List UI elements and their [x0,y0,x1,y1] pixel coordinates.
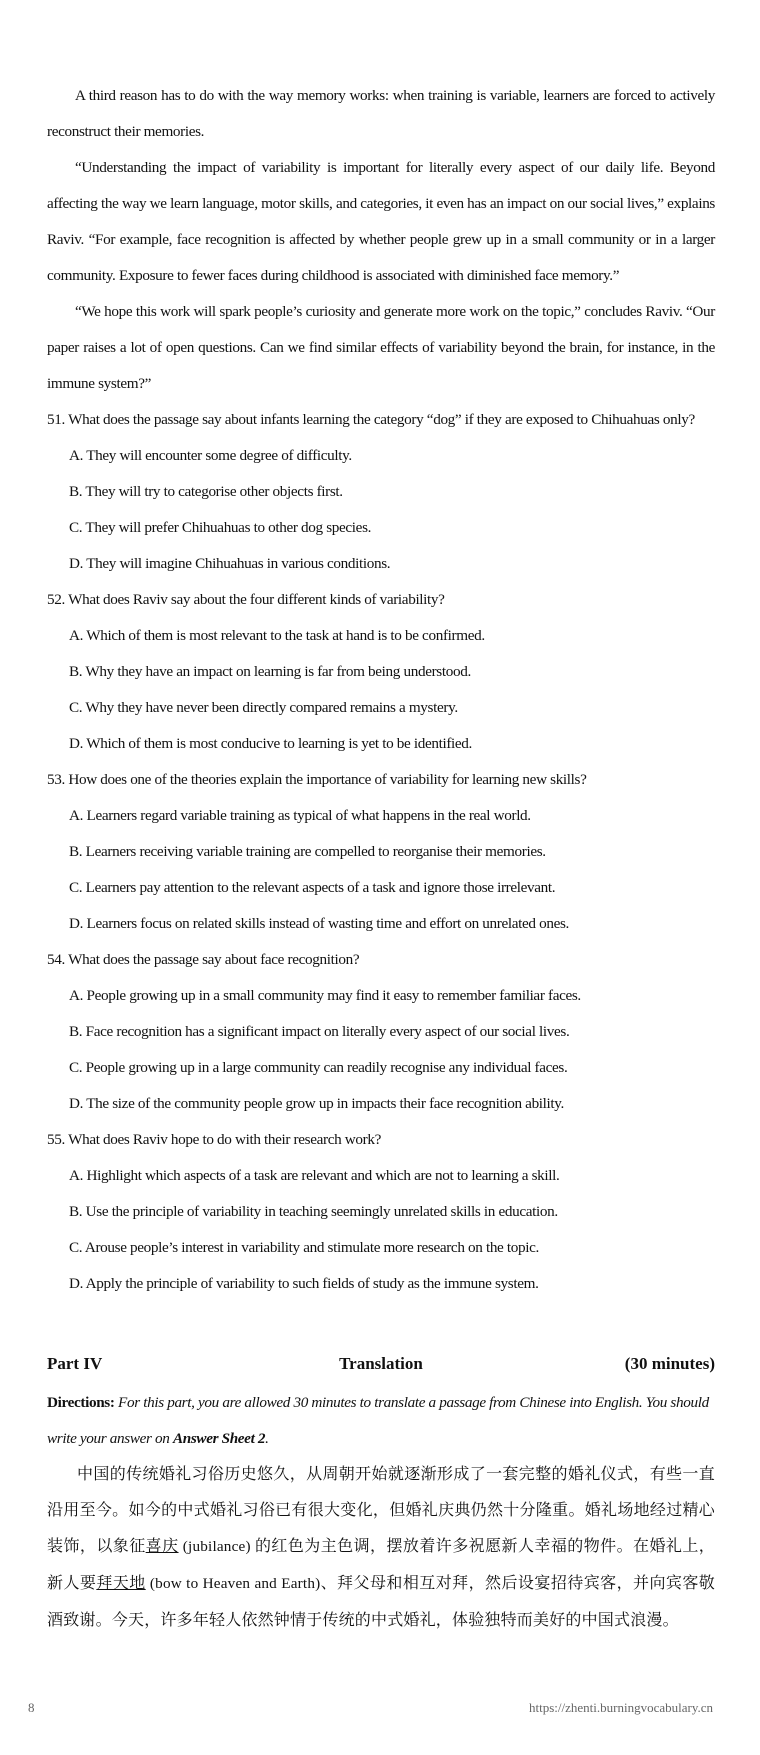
part-time: (30 minutes) [624,1354,715,1373]
answer-option: D. Which of them is most conducive to learning is yet to be identified. [69,735,472,752]
gloss: (bow to Heaven and Earth) [145,1575,321,1592]
answer-option: C. They will prefer Chihuahuas to other dog species. [69,519,372,536]
question-stem: 54. What does the passage say about face recognition? [47,951,360,968]
question-stem: 55. What does Raviv hope to do with their research work? [47,1131,381,1148]
gloss: (jubilance) [178,1538,255,1555]
translation-text: 、拜父母和相互对拜，然后设宴招待宾客，并向宾客敬酒致谢。今天，许多年轻人依然钟情于传统的中式婚礼，体验独特而美好的中国式浪漫。 [47,1573,716,1629]
question-51 [47,402,715,582]
part-label: Part IV [47,1354,103,1373]
answer-option: A. People growing up in a small community may find it easy to remember familiar faces. [69,987,581,1004]
translation-text: 中国的传统婚礼习俗历史悠久，从周朝开始就逐渐形成了一套完整的婚礼仪式，有些一直沿用至今。如今的中式婚礼习俗已有很大变化，但婚礼庆典仍然十分隆重。婚礼场地经过精心装饰，以象征 [47,1464,715,1555]
passage-paragraph: “Understanding the impact of variability is important for literally every aspect of our daily life. Beyond affecting the way we learn language, motor skills, and categories, it even has an impact on our social lives,” explains Raviv. “For example, face recognition is affected by whether people grew up in a small community or in a larger community. Exposure to fewer faces during childhood is associated with diminished face memory.” [47,159,715,284]
answer-option: B. Why they have an impact on learning is far from being understood. [69,663,471,680]
answer-option: A. They will encounter some degree of difficulty. [69,447,352,464]
directions-end: . [265,1430,269,1447]
translation-text: 的红色为主色调，摆放着许多祝愿新人幸福的物件。在婚礼上，新人要 [47,1536,716,1592]
question-stem: 52. What does Raviv say about the four different kinds of variability? [47,591,445,608]
question-stem: 51. What does the passage say about infants learning the category “dog” if they are exposed to Chihuahuas only? [47,411,695,428]
footer-url[interactable]: https://zhenti.burningvocabulary.cn [529,1700,713,1715]
question-53 [47,762,715,942]
passage-paragraph: A third reason has to do with the way memory works: when training is variable, learners are forced to actively reconstruct their memories. [47,87,715,140]
directions-label: Directions: [47,1394,115,1411]
answer-option: C. Why they have never been directly compared remains a mystery. [69,699,458,716]
page-number: 8 [28,1700,35,1715]
answer-option: D. The size of the community people grow up in impacts their face recognition ability. [69,1095,564,1112]
answer-option: C. Arouse people’s interest in variability and stimulate more research on the topic. [69,1239,539,1256]
underlined-term: 喜庆 [145,1536,179,1555]
answer-option: A. Which of them is most relevant to the task at hand is to be confirmed. [69,627,485,644]
question-55 [47,1122,715,1302]
answer-option: B. Face recognition has a significant impact on literally every aspect of our social lives. [69,1023,570,1040]
answer-option: D. Learners focus on related skills instead of wasting time and effort on unrelated ones. [69,915,569,932]
passage-paragraph: “We hope this work will spark people’s curiosity and generate more work on the topic,” concludes Raviv. “Our paper raises a lot of open questions. Can we find similar effects of variability beyond the brain, for instance, in the immune system?” [47,303,715,392]
answer-option: B. Use the principle of variability in teaching seemingly unrelated skills in education. [69,1203,558,1220]
underlined-term: 拜天地 [96,1573,146,1592]
translation-passage [47,1456,715,1638]
part-header [47,1349,715,1379]
answer-option: A. Learners regard variable training as typical of what happens in the real world. [69,807,531,824]
directions-text: For this part, you are allowed 30 minutes to translate a passage from Chinese into English. You should write your answer on [47,1394,709,1447]
question-52 [47,582,715,762]
directions [47,1385,715,1457]
answer-option: D. They will imagine Chihuahuas in various conditions. [69,555,391,572]
reading-section [47,78,715,1302]
answer-option: C. People growing up in a large community can readily recognise any individual faces. [69,1059,568,1076]
question-stem: 53. How does one of the theories explain the importance of variability for learning new skills? [47,771,587,788]
answer-option: B. Learners receiving variable training are compelled to reorganise their memories. [69,843,546,860]
question-54 [47,942,715,1122]
answer-option: B. They will try to categorise other objects first. [69,483,343,500]
answer-option: C. Learners pay attention to the relevant aspects of a task and ignore those irrelevant. [69,879,556,896]
part-title: Translation [339,1354,423,1373]
answer-option: A. Highlight which aspects of a task are relevant and which are not to learning a skill. [69,1167,560,1184]
answer-sheet-label: Answer Sheet 2 [172,1430,266,1447]
answer-option: D. Apply the principle of variability to such fields of study as the immune system. [69,1275,539,1292]
